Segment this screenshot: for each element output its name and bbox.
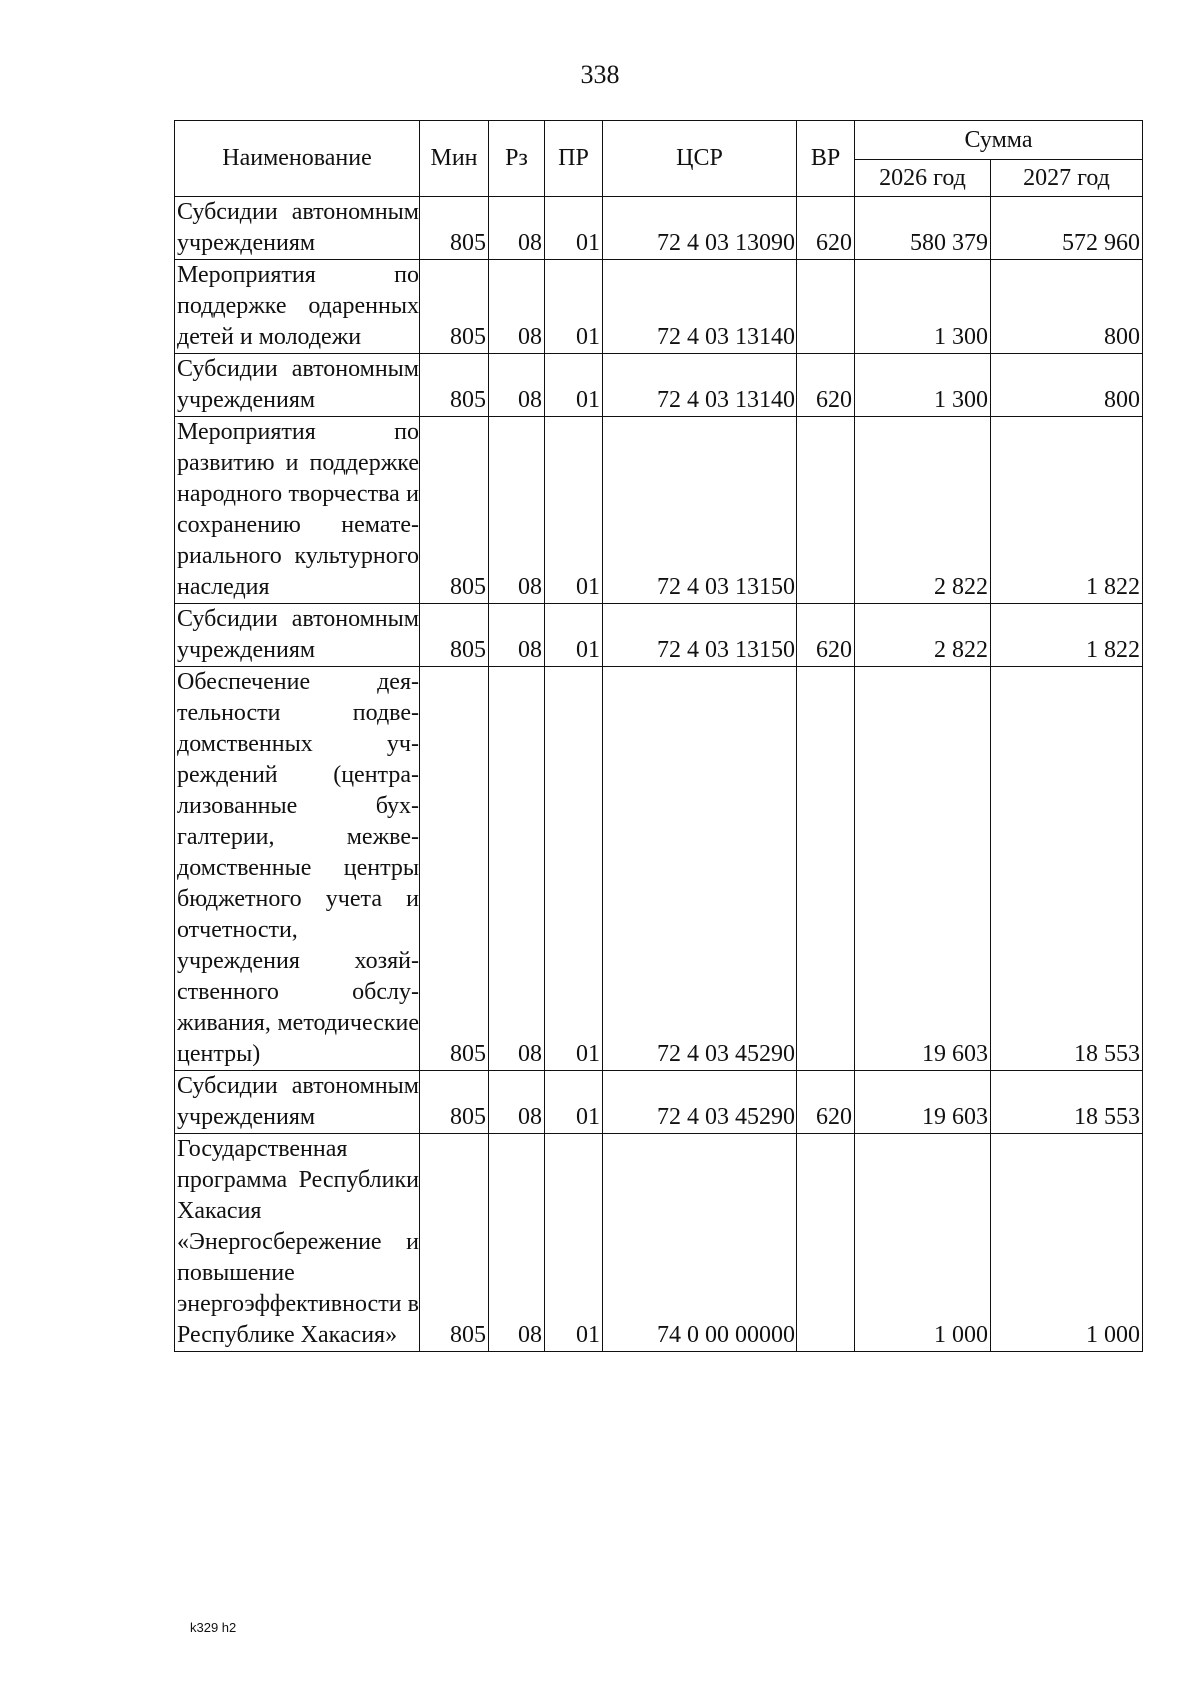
cell-amount-2026: 2 822 [855,604,991,667]
cell-amount-2027: 800 [991,354,1143,417]
cell-amount-2026: 19 603 [855,1071,991,1134]
cell-min: 805 [420,260,489,354]
cell-amount-2027: 18 553 [991,667,1143,1071]
cell-vr: 620 [797,1071,855,1134]
table-row [175,354,1143,417]
cell-vr: 620 [797,354,855,417]
cell-amount-2026: 1 300 [855,354,991,417]
cell-vr [797,1134,855,1352]
page-number: 338 [580,60,620,89]
cell-amount-2027: 1 822 [991,604,1143,667]
table-row [175,1134,1143,1352]
cell-amount-2027: 800 [991,260,1143,354]
cell-name: Субсидии автономным учреждениям [175,354,420,417]
cell-csr: 74 0 00 00000 [603,1134,797,1352]
cell-amount-2026: 580 379 [855,197,991,260]
header-csr: ЦСР [603,121,797,197]
cell-min: 805 [420,1134,489,1352]
cell-amount-2027: 18 553 [991,1071,1143,1134]
footer-code: k329 h2 [190,1620,237,1635]
cell-pr: 01 [545,1071,603,1134]
cell-amount-2026: 1 000 [855,1134,991,1352]
cell-pr: 01 [545,354,603,417]
cell-min: 805 [420,354,489,417]
table-row [175,1071,1143,1134]
cell-min: 805 [420,1071,489,1134]
table-row [175,260,1143,354]
cell-vr: 620 [797,604,855,667]
cell-pr: 01 [545,260,603,354]
cell-amount-2027: 572 960 [991,197,1143,260]
cell-pr: 01 [545,197,603,260]
cell-pr: 01 [545,417,603,604]
table-row [175,417,1143,604]
header-year-2027: 2027 год [991,160,1143,197]
cell-min: 805 [420,604,489,667]
cell-amount-2027: 1 822 [991,417,1143,604]
cell-pr: 01 [545,604,603,667]
header-year-2026: 2026 год [855,160,991,197]
cell-name: Субсидии автономным учреждениям [175,197,420,260]
cell-name: Субсидии автономным учреждениям [175,1071,420,1134]
header-min: Мин [420,121,489,197]
cell-min: 805 [420,417,489,604]
cell-rz: 08 [489,197,545,260]
cell-min: 805 [420,197,489,260]
cell-rz: 08 [489,1071,545,1134]
cell-name: Обеспечение деятельности подведомственных учреждений (централизованные бухгалтерии, межведомственные центры бюджетного учета и отчетности, учреждения хозяйственного обслуживания, методические центры) [175,667,420,1071]
cell-rz: 08 [489,667,545,1071]
table-row [175,604,1143,667]
cell-name: Мероприятия по поддержке одаренных детей и молодежи [175,260,420,354]
cell-csr: 72 4 03 13150 [603,417,797,604]
cell-csr: 72 4 03 45290 [603,1071,797,1134]
header-sum: Сумма [855,121,1143,160]
cell-amount-2027: 1 000 [991,1134,1143,1352]
cell-rz: 08 [489,354,545,417]
header-vr: ВР [797,121,855,197]
cell-name: Субсидии автономным учреждениям [175,604,420,667]
table-body [175,197,1143,1352]
cell-csr: 72 4 03 45290 [603,667,797,1071]
cell-vr [797,667,855,1071]
cell-name: Государственная программа Республики Хакасия «Энергосбережение и повышение энергоэффективности в Республике Хакасия» [175,1134,420,1352]
header-pr: ПР [545,121,603,197]
cell-csr: 72 4 03 13140 [603,260,797,354]
table-row [175,197,1143,260]
cell-amount-2026: 19 603 [855,667,991,1071]
header-rz: Рз [489,121,545,197]
cell-csr: 72 4 03 13140 [603,354,797,417]
cell-amount-2026: 2 822 [855,417,991,604]
cell-vr: 620 [797,197,855,260]
cell-vr [797,260,855,354]
cell-rz: 08 [489,604,545,667]
budget-table [174,120,1143,1352]
cell-rz: 08 [489,417,545,604]
cell-pr: 01 [545,1134,603,1352]
cell-csr: 72 4 03 13090 [603,197,797,260]
cell-min: 805 [420,667,489,1071]
header-name: Наименование [175,121,420,197]
cell-amount-2026: 1 300 [855,260,991,354]
cell-rz: 08 [489,260,545,354]
cell-name: Мероприятия по развитию и поддержке народного творчества и сохранению нематериального культурного наследия [175,417,420,604]
cell-csr: 72 4 03 13150 [603,604,797,667]
cell-rz: 08 [489,1134,545,1352]
cell-vr [797,417,855,604]
table-row [175,667,1143,1071]
cell-pr: 01 [545,667,603,1071]
